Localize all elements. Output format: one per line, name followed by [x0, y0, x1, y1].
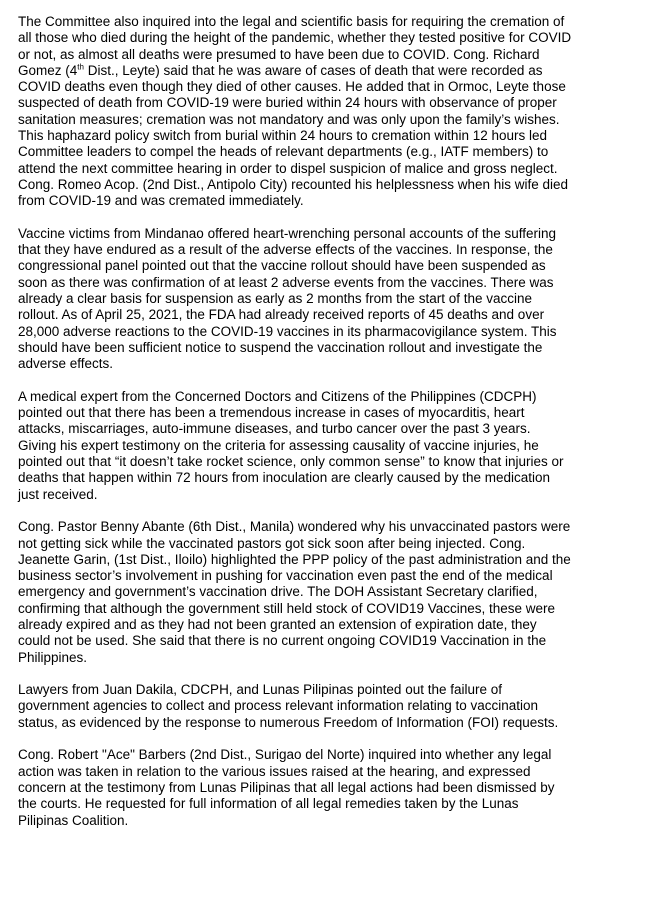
text-line: Jeanette Garin, (1st Dist., Iloilo) highlighted the PPP policy of the past administration and the	[18, 551, 571, 567]
text-line: Philippines.	[18, 649, 88, 665]
paragraph-barbers	[18, 747, 648, 828]
text-line: attend the next committee hearing in order to dispel suspicion of malice and gross neglect.	[18, 160, 558, 176]
text-line: This haphazard policy switch from burial within 24 hours to cremation within 12 hours led	[18, 128, 548, 144]
text-line: concern at the testimony from Lunas Pilipinas that all legal actions had been dismissed by	[18, 779, 555, 795]
text-line-with-superscript	[18, 63, 648, 79]
text-line: Lawyers from Juan Dakila, CDCPH, and Lunas Pilipinas pointed out the failure of	[18, 682, 503, 698]
text-line: confirming that although the government still held stock of COVID19 Vaccines, these were	[18, 600, 556, 616]
text-fragment: Gomez (4	[18, 62, 78, 78]
text-line: pointed out that “it doesn’t take rocket science, only common sense” to know that injuries or	[18, 454, 564, 470]
text-line: congressional panel pointed out that the vaccine rollout should have been suspended as	[18, 258, 546, 274]
text-line: The Committee also inquired into the legal and scientific basis for requiring the cremation of	[18, 14, 565, 29]
paragraph-medical-expert	[18, 389, 648, 503]
document-page	[18, 14, 648, 829]
text-line: should have been sufficient notice to suspend the vaccination rollout and investigate the	[18, 339, 543, 355]
text-line: COVID deaths even though they died of other causes. He added that in Ormoc, Leyte those	[18, 79, 566, 95]
text-line: from COVID-19 and was cremated immediately.	[18, 193, 304, 209]
text-line: 28,000 adverse reactions to the COVID-19 vaccines in its pharmacovigilance system. This	[18, 323, 557, 339]
text-line: suspected of death from COVID-19 were buried within 24 hours with observance of proper	[18, 95, 557, 111]
text-line: already expired and as they had not been granted an extension of expiration date, they	[18, 616, 537, 632]
text-line: all those who died during the height of the pandemic, whether they tested positive for COVID	[18, 30, 572, 46]
text-line: Committee leaders to compel the heads of relevant departments (e.g., IATF members) to	[18, 144, 549, 160]
text-line: status, as evidenced by the response to numerous Freedom of Information (FOI) requests.	[18, 714, 559, 730]
text-line: already a clear basis for suspension as early as 2 months from the start of the vaccine	[18, 291, 533, 307]
text-line: the courts. He requested for full information of all legal remedies taken by the Lunas	[18, 796, 519, 812]
text-line: A medical expert from the Concerned Doctors and Citizens of the Philippines (CDCPH)	[18, 388, 537, 404]
paragraph-abante-garin	[18, 519, 648, 666]
text-line: that they have endured as a result of the adverse effects of the vaccines. In response, the	[18, 242, 553, 258]
text-line: not getting sick while the vaccinated pastors got sick soon after being injected. Cong.	[18, 535, 526, 551]
text-line: rollout. As of April 25, 2021, the FDA had already received reports of 45 deaths and over	[18, 307, 545, 323]
text-line: could not be used. She said that there is no current ongoing COVID19 Vaccination in the	[18, 633, 547, 649]
text-line: adverse effects.	[18, 356, 114, 372]
text-line: or not, as almost all deaths were presumed to have been due to COVID. Cong. Richard	[18, 46, 540, 62]
text-fragment: Dist., Leyte) said that he was aware of cases of death that were recorded as	[83, 62, 543, 78]
text-line: sanitation measures; cremation was not mandatory and was only upon the family’s wishes.	[18, 111, 560, 127]
paragraph-vaccine-victims	[18, 226, 648, 373]
text-line: emergency and government’s vaccination drive. The DOH Assistant Secretary clarified,	[18, 584, 538, 600]
text-line: attacks, miscarriages, auto-immune diseases, and turbo cancer over the past 3 years.	[18, 421, 531, 437]
text-line: Pilipinas Coalition.	[18, 812, 129, 828]
text-line: action was taken in relation to the various issues raised at the hearing, and expressed	[18, 763, 531, 779]
text-line: deaths that happen within 72 hours from inoculation are clearly caused by the medication	[18, 470, 551, 486]
text-line: pointed out that there has been a tremendous increase in cases of myocarditis, heart	[18, 405, 525, 421]
text-line: Giving his expert testimony on the criteria for assessing causality of vaccine injuries, he	[18, 437, 539, 453]
text-line: Vaccine victims from Mindanao offered heart-wrenching personal accounts of the suffering	[18, 225, 557, 241]
text-line: government agencies to collect and process relevant information relating to vaccination	[18, 698, 539, 714]
paragraph-lawyers	[18, 682, 648, 731]
text-line: just received.	[18, 486, 98, 502]
text-line: Cong. Robert "Ace" Barbers (2nd Dist., Surigao del Norte) inquired into whether any legal	[18, 747, 552, 763]
text-line: Cong. Pastor Benny Abante (6th Dist., Manila) wondered why his unvaccinated pastors were	[18, 519, 571, 535]
text-line: Cong. Romeo Acop. (2nd Dist., Antipolo City) recounted his helplessness when his wife died	[18, 176, 569, 192]
superscript: th	[77, 62, 84, 72]
text-line: business sector’s involvement in pushing for vaccination even past the end of the medical	[18, 568, 553, 584]
text-line: soon as there was confirmation of at least 2 adverse events from the vaccines. There was	[18, 274, 554, 290]
paragraph-cremation	[18, 14, 648, 210]
